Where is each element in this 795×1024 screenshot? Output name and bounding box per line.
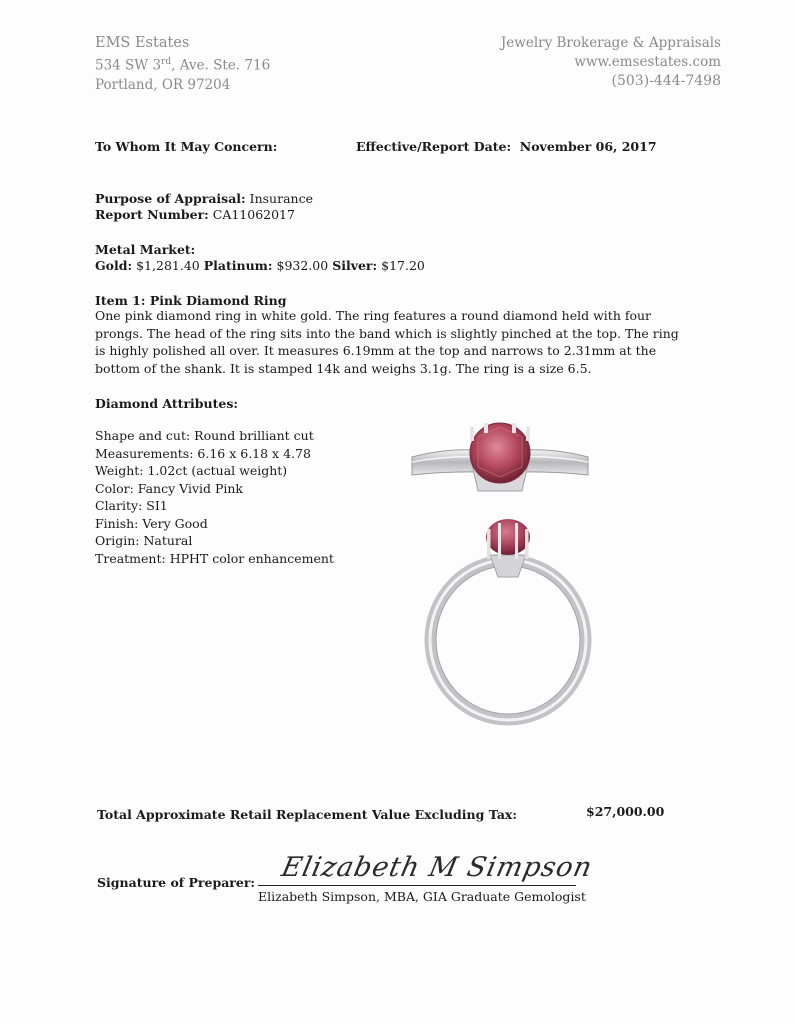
address-line-2: Portland, OR 97204	[95, 76, 231, 93]
description-line: prongs. The head of the ring sits into the band which is slightly pinched at the top. The ring	[95, 325, 679, 341]
item-title: Item 1: Pink Diamond Ring	[95, 293, 287, 308]
total-value: $27,000.00	[586, 804, 665, 819]
report-number-line: Report Number: CA11062017	[95, 207, 295, 222]
handwritten-signature: Elizabeth M Simpson	[278, 852, 596, 883]
attribute-line: Weight: 1.02ct (actual weight)	[95, 463, 288, 478]
attribute-line: Shape and cut: Round brilliant cut	[95, 428, 314, 443]
attribute-line: Origin: Natural	[95, 533, 193, 548]
company-name: EMS Estates	[95, 35, 190, 51]
total-label: Total Approximate Retail Replacement Value Excluding Tax:	[97, 807, 517, 822]
diamond-attributes	[95, 427, 334, 567]
description-line: One pink diamond ring in white gold. The ring features a round diamond held with four	[95, 308, 652, 323]
ring-front-view-photo	[418, 515, 598, 730]
ring-side-view-photo	[400, 415, 600, 510]
diamond-heading: Diamond Attributes:	[95, 396, 238, 411]
signature-line	[258, 885, 576, 886]
attribute-line: Treatment: HPHT color enhancement	[95, 550, 334, 566]
address-line-1: 534 SW 3rd, Ave. Ste. 716	[95, 57, 271, 74]
purpose-line: Purpose of Appraisal: Insurance	[95, 191, 313, 206]
phone: (503)-444-7498	[611, 73, 721, 89]
attribute-line: Color: Fancy Vivid Pink	[95, 480, 244, 496]
tagline: Jewelry Brokerage & Appraisals	[500, 35, 721, 51]
item-description	[95, 307, 695, 377]
report-date: Effective/Report Date: November 06, 2017	[356, 139, 657, 154]
description-line: is highly polished all over. It measures 6.19mm at the top and narrows to 2.31mm at the	[95, 343, 657, 358]
preparer-name: Elizabeth Simpson, MBA, GIA Graduate Gemologist	[258, 889, 586, 904]
attribute-line: Finish: Very Good	[95, 515, 208, 531]
description-line: bottom of the shank. It is stamped 14k and weighs 3.1g. The ring is a size 6.5.	[95, 360, 592, 376]
letterhead-left	[95, 34, 270, 95]
signature-label: Signature of Preparer:	[97, 875, 256, 890]
metal-market-prices: Gold: $1,281.40 Platinum: $932.00 Silver: $17.20	[95, 258, 425, 273]
attribute-line: Measurements: 6.16 x 6.18 x 4.78	[95, 445, 311, 461]
attribute-line: Clarity: SI1	[95, 498, 168, 513]
salutation: To Whom It May Concern:	[95, 139, 278, 154]
website: www.emsestates.com	[574, 54, 721, 70]
letterhead-right	[501, 34, 721, 91]
metal-market-heading: Metal Market:	[95, 242, 196, 257]
